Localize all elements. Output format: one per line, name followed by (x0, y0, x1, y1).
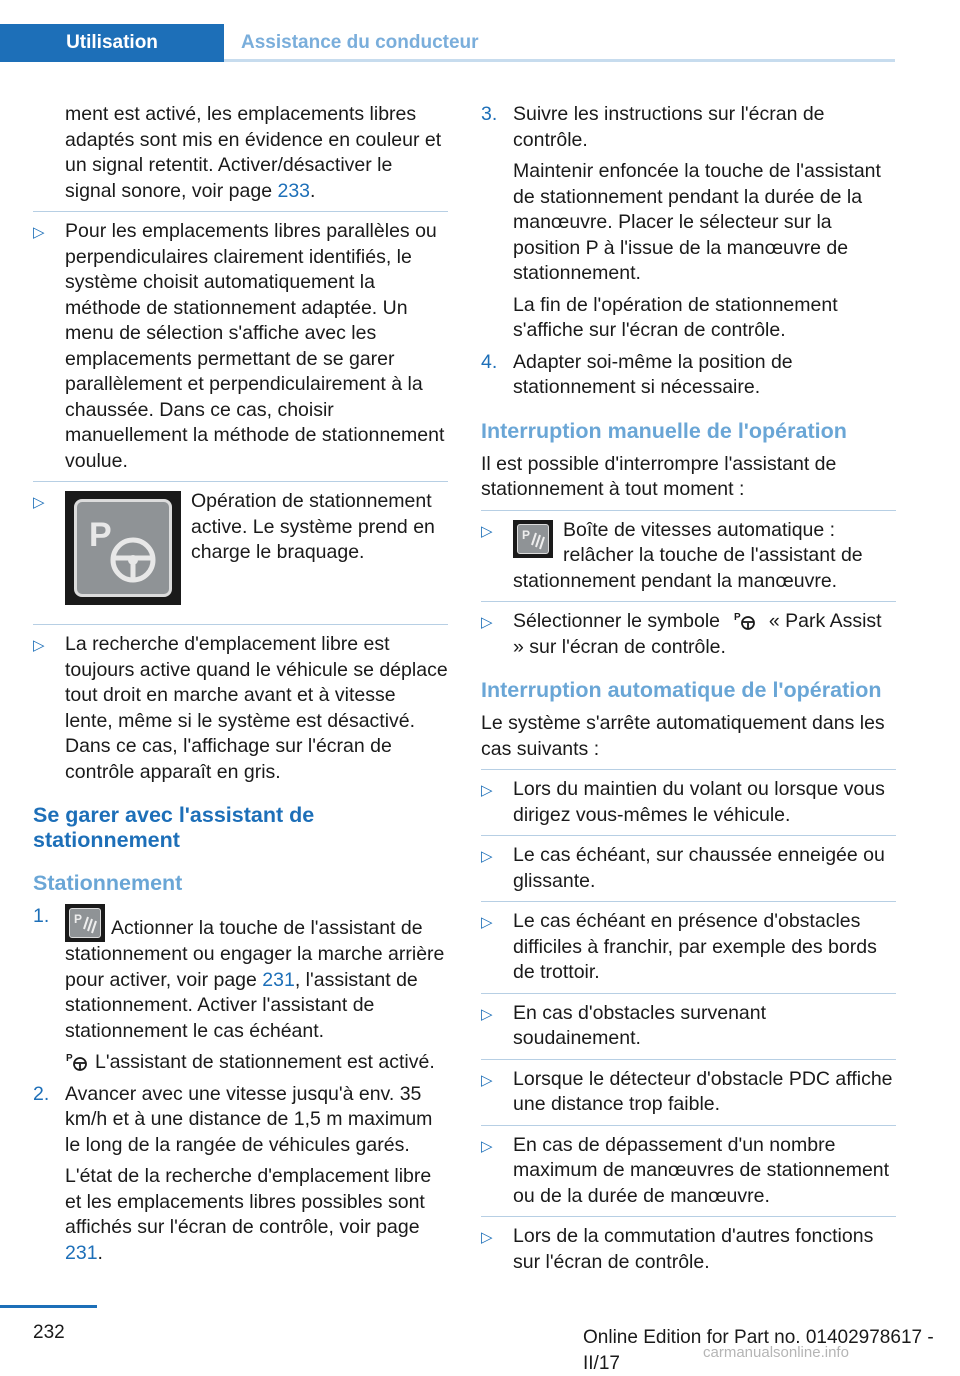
list-item: ▷ En cas de dépassement d'un nombre maximum de manœuvres de stationnement ou de la durée de manœuvre. (481, 1133, 890, 1207)
bullet-triangle-icon: ▷ (33, 224, 45, 241)
bullet-triangle-icon: ▷ (481, 914, 493, 931)
section-heading: Se garer avec l'assistant de stationnement (33, 803, 315, 852)
bullet-triangle-icon: ▷ (481, 522, 493, 540)
intro-paragraph: ment est activé, les emplacements libres adaptés sont mis en évidence en couleur et un signal retentit. Activer/désactiver le signal sonore, voir page 233. (65, 103, 442, 202)
list-item: ▷ P Boîte de vitesses automatique : relâcher la touche de l'assistant de stationnement pendant la manœuvre. (481, 518, 863, 592)
svg-text:P: P (522, 527, 531, 542)
step-number: 4. (481, 350, 498, 373)
bullet-triangle-icon: ▷ (481, 1229, 493, 1246)
divider (481, 769, 896, 770)
svg-text:P: P (89, 516, 112, 554)
right-column (481, 102, 896, 1281)
list-item: ▷ Lorsque le détecteur d'obstacle PDC affiche une distance trop faible. (481, 1067, 893, 1115)
bullet-triangle-icon: ▷ (481, 614, 493, 631)
subsection-heading: Interruption manuelle de l'opération (481, 418, 847, 443)
list-item: ▷ En cas d'obstacles survenant soudainement. (481, 1001, 767, 1049)
svg-text:P: P (734, 612, 742, 623)
divider (33, 481, 448, 482)
step-number: 1. (33, 905, 50, 927)
step-note: P L'assistant de stationnement est activé. (66, 1051, 435, 1073)
paragraph: Il est possible d'interrompre l'assistant de stationnement à tout moment : (481, 452, 837, 500)
bullet-triangle-icon: ▷ (481, 848, 493, 865)
bullet-triangle-icon: ▷ (481, 782, 493, 799)
park-assist-button-icon (513, 520, 553, 558)
header-rule (224, 59, 895, 62)
bullet-triangle-icon: ▷ (481, 1071, 493, 1089)
divider (481, 1125, 896, 1126)
bullet-triangle-icon: ▷ (33, 637, 45, 654)
page-link[interactable]: 231 (262, 968, 295, 991)
step-3: 3. Suivre les instructions sur l'écran de contrôle. Maintenir enfoncée la touche de l'assistant de stationnement pendant la durée de la manœuvre. Placer le sélecteur sur la position P à l'issue de la manœuvre de stationnement. La fin de l'opération de stationnement s'affiche sur l'écran de contrôle. (481, 103, 881, 341)
page-header (0, 0, 895, 62)
divider (481, 993, 896, 994)
divider (33, 211, 448, 212)
page-link[interactable]: 233 (277, 179, 311, 202)
list-item: ▷ P Opération de stationnement active. Le système prend en charge le braquage. (33, 489, 448, 617)
list-item: ▷ La recherche d'emplacement libre est toujours active quand le véhicule se déplace tout droit en marche avant et à vitesse lente, même si le système est désactivé. Dans ce cas, l'affichage sur l'écran de contrôle apparaît en gris. (33, 633, 448, 783)
bullet-triangle-icon: ▷ (481, 1005, 493, 1023)
park-assist-steering-icon (733, 610, 757, 630)
paragraph: Le système s'arrête automatiquement dans les cas suivants : (481, 712, 885, 760)
watermark: carmanualsonline.info (703, 1344, 849, 1361)
divider (33, 624, 448, 625)
park-assist-steering-icon (65, 491, 181, 605)
step-2: 2. Avancer avec une vitesse jusqu'à env. 35 km/h et à une distance de 1,5 m maximum le long de la rangée de véhicules garés. L'état de la recherche d'emplacement libre et les emplacements libres possibles sont affichés sur l'écran de contrôle, voir page 231. (33, 1082, 448, 1267)
svg-text:P: P (74, 912, 83, 926)
step-1: 1. P Actionner la touche de l'assistant de stationnement ou engager la marche arrière pour activer, voir page 231, l'assistant de stationnement. Activer l'assistant de stationnement le cas échéant. P L'assistant de stationnement est activé. (33, 904, 448, 1076)
divider (481, 1059, 896, 1060)
bullet-triangle-icon: ▷ (481, 1137, 493, 1155)
step-number: 2. (33, 1082, 50, 1105)
list-item: ▷ Le cas échéant, sur chaussée enneigée ou glissante. (481, 844, 885, 892)
list-item: ▷ Pour les emplacements libres parallèles ou perpendiculaires clairement identifiés, le système choisit automatiquement la méthode de stationnement adaptée. Un menu de sélection s'affiche avec les emplacements permettant de se garer parallèlement et perpendiculairement à la chaussée. Dans ce cas, choisir manuellement la méthode de stationnement voulue. (33, 220, 445, 472)
page-number: 232 (33, 1322, 65, 1343)
svg-text:P: P (66, 1053, 73, 1064)
list-item: ▷ Lors du maintien du volant ou lorsque vous dirigez vous-mêmes le véhicule. (481, 778, 885, 826)
list-item: ▷ Le cas échéant en présence d'obstacles difficiles à franchir, par exemple des bords de trottoir. (481, 910, 877, 983)
divider (481, 601, 896, 602)
step-number: 3. (481, 103, 498, 125)
subsection-heading: Stationnement (33, 871, 183, 895)
chapter-title: Assistance du conducteur (241, 32, 479, 54)
edition-text: Online Edition for Part no. 01402978617 - II/17 (583, 1327, 934, 1374)
list-item: ▷ Lors de la commutation d'autres fonctions sur l'écran de contrôle. (481, 1225, 874, 1273)
park-assist-button-icon (65, 904, 105, 942)
divider (481, 510, 896, 511)
step-note: L'état de la recherche d'emplacement libre et les emplacements libres possibles sont affichés sur l'écran de contrôle, voir page 231. (65, 1165, 432, 1264)
left-column (33, 102, 448, 1272)
park-assist-steering-icon (65, 1051, 89, 1071)
subsection-heading: Interruption automatique de l'opération (481, 678, 882, 702)
divider (481, 901, 896, 902)
page-link[interactable]: 231 (65, 1241, 98, 1264)
step-4: 4. Adapter soi-même la position de stationnement si nécessaire. (481, 350, 793, 398)
footer-rule (0, 1305, 97, 1308)
section-tab: Utilisation (0, 24, 224, 62)
divider (481, 835, 896, 836)
list-item: ▷ Sélectionner le symbole P « Park Assist » sur l'écran de contrôle. (481, 610, 882, 658)
bullet-triangle-icon: ▷ (33, 494, 45, 511)
divider (481, 1216, 896, 1217)
